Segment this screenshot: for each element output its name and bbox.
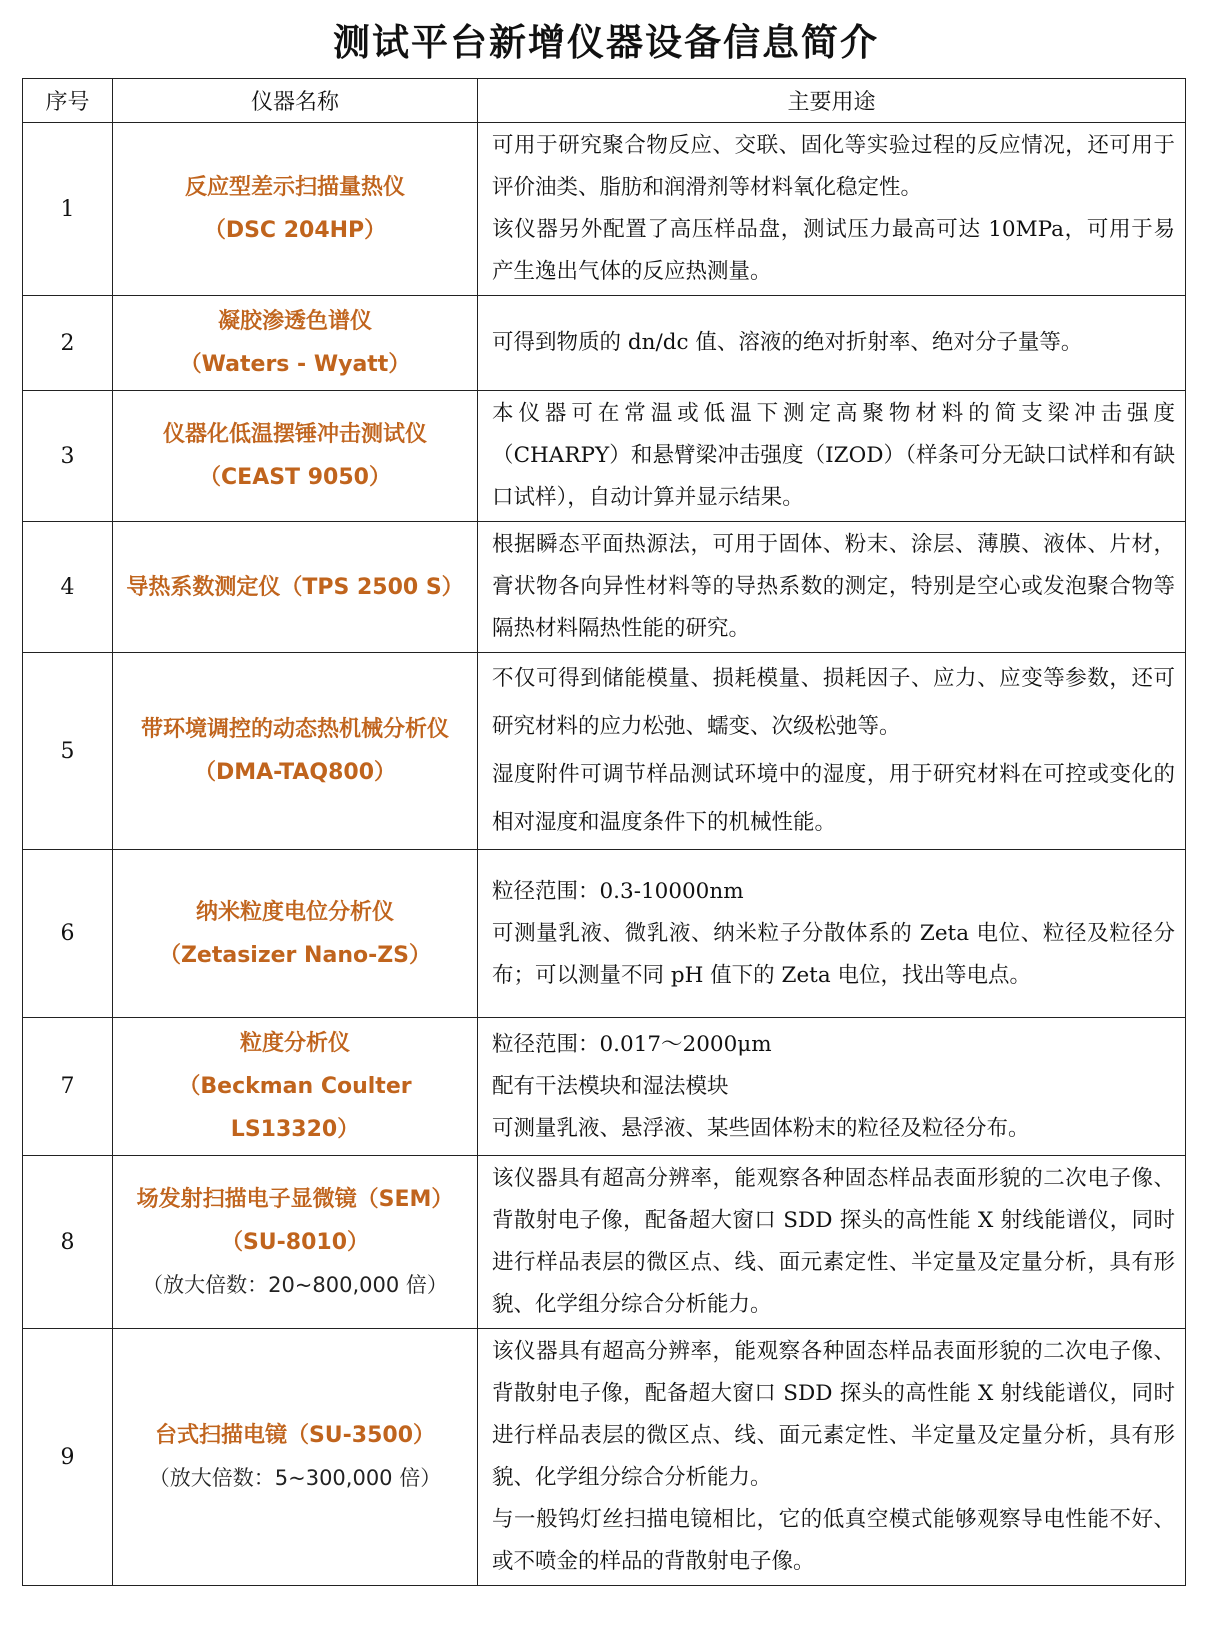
purpose-paragraph: 不仅可得到储能模量、损耗模量、损耗因子、应力、应变等参数，还可研究材料的应力松弛、蠕变、次级松弛等。 xyxy=(492,666,1175,739)
row-number: 5 xyxy=(23,653,113,850)
instrument-purpose xyxy=(478,1018,1186,1156)
instrument-name xyxy=(113,1329,478,1586)
instrument-purpose xyxy=(478,1156,1186,1329)
instrument-name xyxy=(113,1018,478,1156)
purpose-paragraph: 湿度附件可调节样品测试环境中的湿度，用于研究材料在可控或变化的相对湿度和温度条件下的机械性能。 xyxy=(492,762,1175,835)
purpose-paragraph: 该仪器具有超高分辨率，能观察各种固态样品表面形貌的二次电子像、背散射电子像，配备超大窗口 SDD 探头的高性能 X 射线能谱仪，同时进行样品表层的微区点、线、面元素定性、半定量及定量分析，具有形貌、化学组分综合分析能力。 xyxy=(492,1339,1175,1490)
instrument-name xyxy=(113,296,478,391)
instrument-purpose xyxy=(478,123,1186,296)
purpose-paragraph: 与一般钨灯丝扫描电镜相比，它的低真空模式能够观察导电性能不好、或不喷金的样品的背散射电子像。 xyxy=(492,1507,1175,1574)
instrument-name xyxy=(113,391,478,522)
table-row xyxy=(23,296,1186,391)
instrument-name xyxy=(113,850,478,1018)
row-number: 3 xyxy=(23,391,113,522)
table-row xyxy=(23,391,1186,522)
row-number: 9 xyxy=(23,1329,113,1586)
table-header xyxy=(23,79,1186,123)
instrument-name-line: 反应型差示扫描量热仪 xyxy=(184,175,405,200)
purpose-paragraph: 本仪器可在常温或低温下测定高聚物材料的简支梁冲击强度（CHARPY）和悬臂梁冲击强度（IZOD）（样条可分无缺口试样和有缺口试样），自动计算并显示结果。 xyxy=(492,401,1175,510)
table-row xyxy=(23,1329,1186,1586)
table-row xyxy=(23,653,1186,850)
header-purpose: 主要用途 xyxy=(478,79,1186,123)
instrument-name-line: 导热系数测定仪（TPS 2500 S） xyxy=(126,574,464,600)
page-title: 测试平台新增仪器设备信息简介 xyxy=(333,21,879,64)
table-row xyxy=(23,123,1186,296)
row-number: 6 xyxy=(23,850,113,1018)
instrument-name xyxy=(113,522,478,653)
instrument-purpose xyxy=(478,296,1186,391)
equipment-table xyxy=(22,78,1186,1586)
instrument-name-line: 粒度分析仪 xyxy=(239,1031,350,1056)
instrument-model: （Beckman Coulter LS13320） xyxy=(178,1074,412,1142)
row-number: 4 xyxy=(23,522,113,653)
instrument-purpose xyxy=(478,1329,1186,1586)
row-number: 2 xyxy=(23,296,113,391)
instrument-name-line: 纳米粒度电位分析仪 xyxy=(195,899,394,925)
purpose-paragraph: 根据瞬态平面热源法，可用于固体、粉末、涂层、薄膜、液体、片材，膏状物各向异性材料等的导热系数的测定，特别是空心或发泡聚合物等隔热材料隔热性能的研究。 xyxy=(492,532,1175,641)
instrument-model: （Zetasizer Nano-ZS） xyxy=(158,942,432,968)
instrument-purpose xyxy=(478,391,1186,522)
table-row xyxy=(23,522,1186,653)
instrument-model: （Waters - Wyatt） xyxy=(179,352,411,377)
purpose-paragraph: 可用于研究聚合物反应、交联、固化等实验过程的反应情况，还可用于评价油类、脂肪和润滑剂等材料氧化稳定性。 xyxy=(492,133,1175,200)
magnification-note: （放大倍数：5~300,000 倍） xyxy=(148,1466,442,1490)
purpose-paragraph: 粒径范围：0.3-10000nm xyxy=(492,878,744,904)
instrument-name xyxy=(113,123,478,296)
instrument-model: （DSC 204HP） xyxy=(203,218,387,243)
purpose-paragraph: 该仪器具有超高分辨率，能观察各种固态样品表面形貌的二次电子像、背散射电子像，配备超大窗口 SDD 探头的高性能 X 射线能谱仪，同时进行样品表层的微区点、线、面元素定性、半定量及定量分析，具有形貌、化学组分综合分析能力。 xyxy=(492,1166,1175,1317)
instrument-name xyxy=(113,1156,478,1329)
magnification-note: （放大倍数：20~800,000 倍） xyxy=(142,1272,448,1297)
purpose-paragraph: 可测量乳液、微乳液、纳米粒子分散体系的 Zeta 电位、粒径及粒径分布；可以测量不同 pH 值下的 Zeta 电位，找出等电点。 xyxy=(492,920,1175,988)
instrument-name-line: 场发射扫描电子显微镜（SEM） xyxy=(136,1186,454,1212)
table-row xyxy=(23,1018,1186,1156)
instrument-name-line: 台式扫描电镜（SU-3500） xyxy=(154,1423,436,1448)
purpose-paragraph: 可测量乳液、悬浮液、某些固体粉末的粒径及粒径分布。 xyxy=(492,1115,1030,1141)
row-number: 8 xyxy=(23,1156,113,1329)
purpose-paragraph: 可得到物质的 dn/dc 值、溶液的绝对折射率、绝对分子量等。 xyxy=(492,330,1083,355)
instrument-name-line: 仪器化低温摆锤冲击测试仪 xyxy=(162,422,427,447)
instrument-purpose xyxy=(478,522,1186,653)
purpose-paragraph: 该仪器另外配置了高压样品盘，测试压力最高可达 10MPa，可用于易产生逸出气体的反应热测量。 xyxy=(492,217,1175,284)
instrument-purpose xyxy=(478,653,1186,850)
instrument-model: （CEAST 9050） xyxy=(199,465,391,490)
row-number: 1 xyxy=(23,123,113,296)
table-row xyxy=(23,1156,1186,1329)
purpose-paragraph: 粒径范围：0.017～2000μm xyxy=(492,1031,772,1057)
table-row xyxy=(23,850,1186,1018)
purpose-paragraph: 配有干法模块和湿法模块 xyxy=(492,1073,729,1099)
instrument-name-line: 带环境调控的动态热机械分析仪（DMA-TAQ800） xyxy=(140,717,449,785)
instrument-purpose xyxy=(478,850,1186,1018)
header-row xyxy=(23,79,1186,123)
row-number: 7 xyxy=(23,1018,113,1156)
instrument-name xyxy=(113,653,478,850)
header-no: 序号 xyxy=(23,79,113,123)
instrument-model: （SU-8010） xyxy=(220,1229,370,1255)
header-name: 仪器名称 xyxy=(113,79,478,123)
instrument-name-line: 凝胶渗透色谱仪 xyxy=(217,309,372,334)
